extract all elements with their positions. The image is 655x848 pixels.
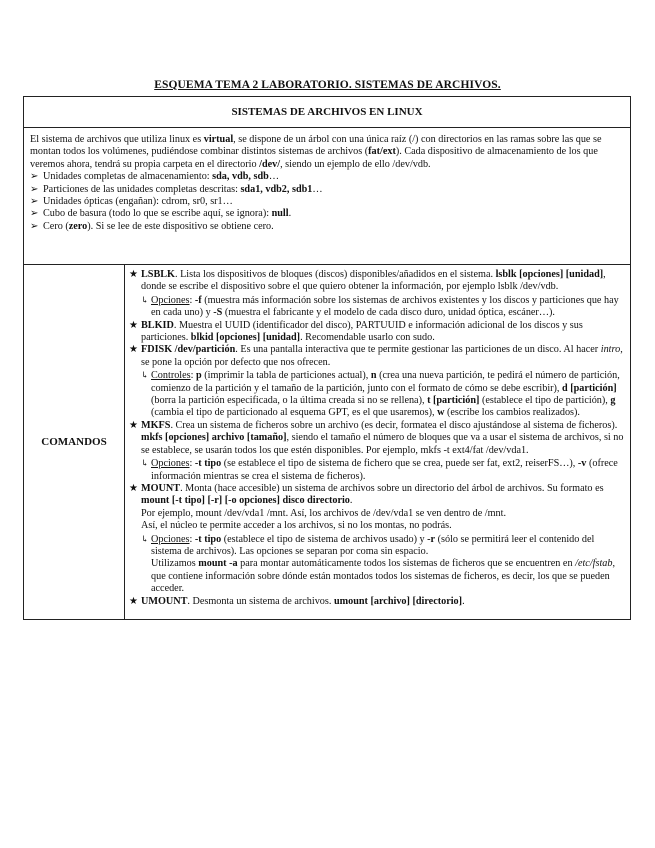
star-icon: ★ <box>129 269 139 280</box>
intro-section <box>24 128 630 265</box>
mkfs-options: ↳ Opciones: -t tipo (se establece el tipo de sistema de fichero que se crea, puede ser fat, ext2, reiserFS…), -v (ofrece información mientras se crea el sistema de ficheros). <box>141 458 618 482</box>
arrow-icon: ➢ <box>30 208 39 220</box>
commands-row <box>24 265 630 619</box>
mount-auto-note: Utilizamos mount -a para montar automáticamente todos los sistemas de ficheros que se encuentren en /etc/fstab, que contiene información sobre dónde están montados todos los sistemas de ficheros, es decir, los que se pueden acceder. <box>151 558 616 595</box>
intro-paragraph: El sistema de archivos que utiliza linux es virtual, se dispone de un árbol con una única raíz (/) con directorios en las ramas sobre las que se montan todos los volúmenes, pudiéndose combinar distintos sistemas de archivos (fat/ext). Cada dispositivo de almacenamiento de los que veremos ahora, tendrá su propia carpeta en el directorio /dev/, siendo un ejemplo de ello /dev/vdb. <box>30 134 602 170</box>
corner-arrow-icon: ↳ <box>141 294 149 305</box>
corner-arrow-icon: ↳ <box>141 458 149 469</box>
command-mkfs: ★ MKFS. Crea un sistema de ficheros sobre un archivo (es decir, formatea el disco ajustándose al sistema de ficheros). mkfs [opciones] archivo [tamaño], siendo el tamaño el número de bloques que va a usar el sistema de archivos, si no se establece, se usarán todos los que estén disponibles. Por ejemplo, mkfs -t ext4/fat /dev/vda1. <box>129 419 624 456</box>
list-item: ➢ Cero (zero). Si se lee de este dispositivo se obtiene cero. <box>30 220 274 232</box>
command-blkid: ★ BLKID. Muestra el UUID (identificador del disco), PARTUUID e información adicional de los discos y sus particiones. blkid [opciones] [unidad]. Recomendable usarlo con sudo. <box>129 319 583 344</box>
arrow-icon: ➢ <box>30 196 39 208</box>
commands-list <box>125 265 630 619</box>
arrow-icon: ➢ <box>30 171 39 183</box>
star-icon: ★ <box>129 344 139 356</box>
star-icon: ★ <box>129 419 139 431</box>
commands-label: COMANDOS <box>24 265 125 619</box>
arrow-icon: ➢ <box>30 183 39 195</box>
arrow-icon: ➢ <box>30 220 39 232</box>
star-icon: ★ <box>129 595 139 607</box>
list-item: ➢ Unidades ópticas (engañan): cdrom, sr0, sr1… <box>30 196 233 208</box>
star-icon: ★ <box>129 319 139 331</box>
document-title: ESQUEMA TEMA 2 LABORATORIO. SISTEMAS DE ARCHIVOS. <box>154 79 501 91</box>
mount-options: ↳ Opciones: -t tipo (establece el tipo de sistema de archivos usado) y -r (sólo se permitirá leer el contenido del sistema de archivos). Las opciones se separan por coma sin espacio. <box>141 533 595 557</box>
mount-note: Así, el núcleo te permite acceder a los archivos, si no los montas, no podrás. <box>141 520 452 532</box>
corner-arrow-icon: ↳ <box>141 533 149 544</box>
star-icon: ★ <box>129 482 139 494</box>
list-item: ➢ Unidades completas de almacenamiento: sda, vdb, sdb… <box>30 171 279 183</box>
command-fdisk: ★ FDISK /dev/partición. Es una pantalla interactiva que te permite gestionar las particiones de un disco. Al hacer intro, se pone la opción por defecto que nos ofrecen. <box>129 344 623 368</box>
list-item: ➢ Particiones de las unidades completas descritas: sda1, vdb2, sdb1… <box>30 183 323 195</box>
mount-example: Por ejemplo, mount /dev/vda1 /mnt. Así, los archivos de /dev/vda1 se ven dentro de /mnt. <box>141 507 506 519</box>
command-lsblk: ★ LSBLK. Lista los dispositivos de bloques (discos) disponibles/añadidos en el sistema. lsblk [opciones] [unidad], donde se escribe el dispositivo sobre el que quiero obtener la información, por ejemplo lsblk /dev/vdb. <box>129 269 606 293</box>
content-table <box>23 96 631 620</box>
fdisk-controls: ↳ Controles: p (imprimir la tabla de particiones actual), n (crea una nueva partición, te pedirá el número de partición, comienzo de la partición y el tamaño de la partición, junto con el formato de cómo se debe escribir), d [partición] (borra la partición especificada, o la última creada si no se rellena), t [partición] (establece el tipo de partición), g (cambia el tipo de particionado al esquema GPT, es el que usaremos), w (escribe los cambios realizados). <box>141 370 620 419</box>
command-mount: ★ MOUNT. Monta (hace accesible) un sistema de archivos sobre un directorio del árbol de archivos. Su formato es mount [-t tipo] [-r] [-o opciones] disco directorio. <box>129 482 604 507</box>
corner-arrow-icon: ↳ <box>141 370 149 381</box>
command-umount: ★ UMOUNT. Desmonta un sistema de archivos. umount [archivo] [directorio]. <box>129 595 465 607</box>
lsblk-options: ↳ Opciones: -f (muestra más información sobre los sistemas de archivos existentes y los discos y particiones que hay en cada uno) y -S (muestra el fabricante y el modelo de cada disco duro, unidad óptica, escáner…). <box>141 294 619 319</box>
section-header: SISTEMAS DE ARCHIVOS EN LINUX <box>24 97 630 128</box>
list-item: ➢ Cubo de basura (todo lo que se escribe aquí, se ignora): null. <box>30 208 292 220</box>
